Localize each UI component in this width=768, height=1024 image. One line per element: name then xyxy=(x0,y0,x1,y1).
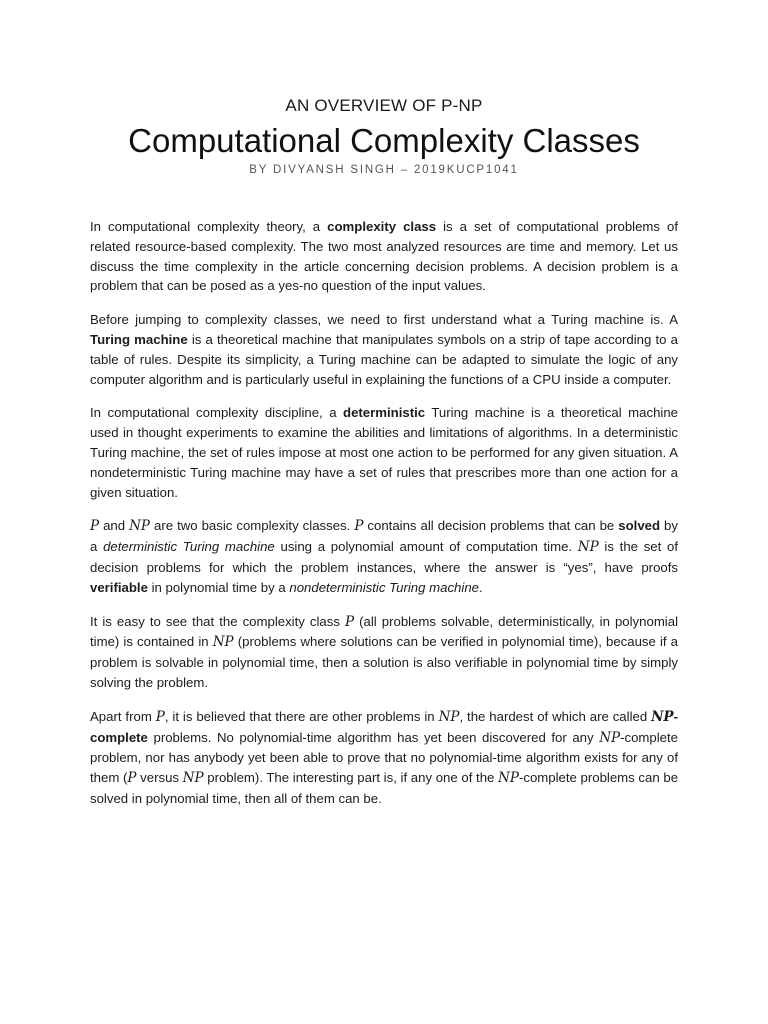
paragraph-np-complete: Apart from P, it is believed that there are other problems in NP, the hardest of which are called NP-complete problems. No polynomial-time algorithm has yet been discovered for any NP-complete problem, nor has anybody yet been able to prove that no polynomial-time algorithm exists for any of them (P versus NP problem). The interesting part is, if any one of the NP-complete problems can be solved in polynomial time, then all of them can be. xyxy=(90,708,679,806)
term-verifiable: verifiable xyxy=(90,579,148,595)
math-np: NP xyxy=(498,770,519,787)
term-turing-machine: Turing machine xyxy=(90,331,188,347)
document-byline: BY DIVYANSH SINGH – 2019KUCP1041 xyxy=(249,164,519,176)
document-title: Computational Complexity Classes xyxy=(128,122,640,159)
term-solved: solved xyxy=(618,518,661,534)
paragraph-p-in-np: It is easy to see that the complexity class P (all problems solvable, deterministically, in polynomial time) is contained in NP (problems where solutions can be verified in polynomial time), because if a problem is solvable in polynomial time, then a solution is also verifiable in polynomial time by simply solving the problem. xyxy=(90,613,678,690)
term-nondeterministic-turing-machine: nondeterministic Turing machine xyxy=(289,579,479,595)
term-np-complete: NP-complete xyxy=(90,708,678,745)
math-p: P xyxy=(155,708,165,725)
term-complexity-class: complexity class xyxy=(327,219,437,234)
math-np: NP xyxy=(599,729,621,746)
paragraph-turing-machine: Before jumping to complexity classes, we need to first understand what a Turing machine is. A Turing machine is a theoretical machine that manipulates symbols on a strip of tape according to a table of rules. Despite its simplicity, a Turing machine can be adapted to simulate the logic of any computer algorithm and is particularly useful in explaining the functions of a CPU inside a computer. xyxy=(90,312,678,387)
math-p: P xyxy=(127,770,137,787)
math-np: NP xyxy=(212,634,234,651)
math-p: P xyxy=(354,518,364,535)
math-p: P xyxy=(345,613,355,630)
paragraph-deterministic: In computational complexity discipline, a deterministic Turing machine is a theoretical machine used in thought experiments to examine the abilities and limitations of algorithms. In a deterministic Turing machine, the set of rules impose at most one action to be performed for any given situation. A nondeterministic Turing machine may have a set of rules that prescribes more than one action for a given situation. xyxy=(90,405,678,500)
paragraph-p-and-np: P and NP are two basic complexity classes. P contains all decision problems that can be solved by a deterministic Turing machine using a polynomial amount of computation time. NP is the set of decision problems for which the problem instances, where the answer is “yes”, have proofs verifiable in polynomial time by a nondeterministic Turing machine. xyxy=(90,518,679,595)
math-np: NP xyxy=(182,770,204,787)
term-deterministic-turing-machine: deterministic Turing machine xyxy=(103,539,275,555)
document-body xyxy=(90,217,678,823)
math-np: NP xyxy=(129,518,151,535)
math-np: NP xyxy=(577,539,599,556)
term-deterministic: deterministic xyxy=(343,405,426,421)
math-p: P xyxy=(90,518,100,535)
document-overline: AN OVERVIEW OF P-NP xyxy=(285,96,483,115)
paragraph-complexity-class: In computational complexity theory, a complexity class is a set of computational problems of related resource-based complexity. The two most analyzed resources are time and memory. Let us discuss the time complexity in the article concerning decision problems. A decision problem is a problem that can be posed as a yes-no question of the input values. xyxy=(90,219,679,294)
math-np: NP xyxy=(438,708,460,725)
